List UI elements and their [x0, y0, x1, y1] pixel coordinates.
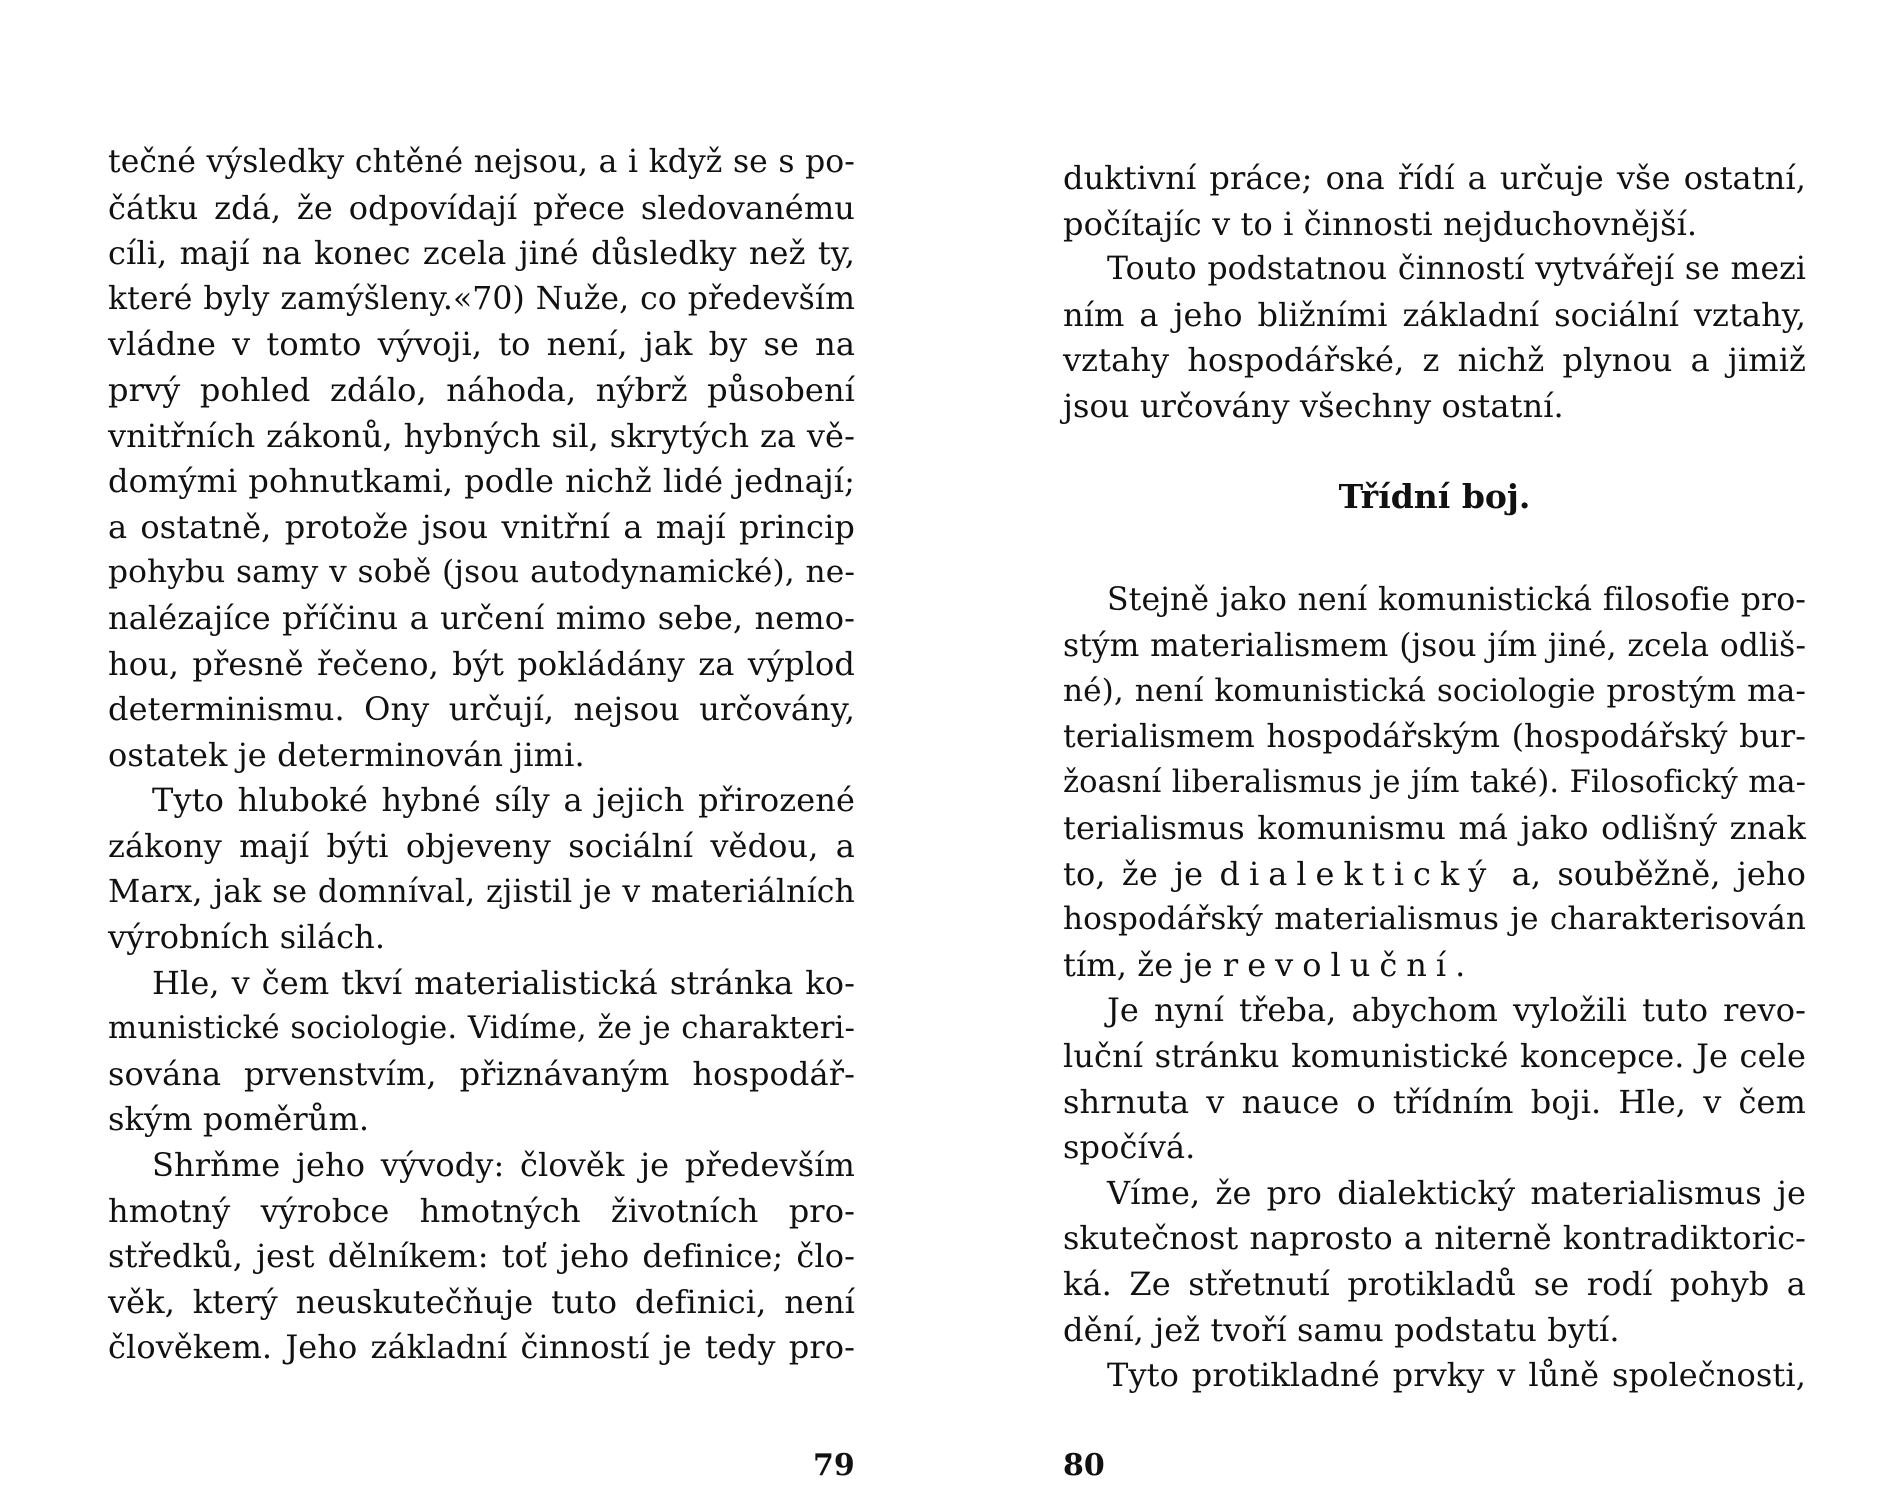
text-line: vztahy hospodářské, z nichž plynou a jimiž: [1063, 341, 1806, 380]
text-line: duktivní práce; ona řídí a určuje vše ostatní,: [1063, 159, 1806, 197]
text-line: né), není komunistická sociologie prostým ma-: [1063, 673, 1806, 710]
right-page: [949, 0, 1898, 1500]
text-line: ským poměrům.: [108, 1100, 370, 1139]
text-line: nalézajíce příčinu a určení mimo sebe, nemo-: [108, 598, 855, 637]
right-page-text-bottom: [1063, 578, 1806, 1399]
text-line: determinismu. Ony určují, nejsou určovány,: [108, 690, 855, 729]
text-line: hospodářský materialismus je charakterisován: [1063, 901, 1806, 938]
text-line: vládne v tomto vývoji, to není, jak by se na: [108, 325, 855, 364]
text-line: ním a jeho bližními základní sociální vztahy,: [1063, 295, 1806, 334]
text-line: Víme, že pro dialektický materialismus je: [1107, 1173, 1806, 1212]
text-fragment: a, souběžně, jeho: [1511, 854, 1807, 893]
emphasized-word: revoluční.: [1222, 945, 1475, 984]
text-line: hou, přesně řečeno, být pokládány za výplod: [108, 644, 855, 683]
left-page-text: [108, 140, 855, 1371]
text-line: Tyto protikladné prvky v lůně společnosti,: [1107, 1356, 1806, 1395]
text-line: munistické sociologie. Vidíme, že je charakteri-: [108, 1010, 855, 1047]
text-line: shrnuta v nauce o třídním boji. Hle, v čem: [1063, 1082, 1806, 1121]
text-line: terialismus komunismu má jako odlišný znak: [1063, 808, 1806, 847]
text-line-mixed: [1063, 852, 1806, 898]
text-line: stým materialismem (jsou jím jiné, zcela odliš-: [1063, 627, 1806, 664]
text-line: skutečnost naprosto a niterně kontradiktoric-: [1063, 1219, 1806, 1258]
text-fragment: to, že je: [1063, 854, 1204, 893]
text-line-mixed: [1063, 943, 1806, 989]
text-line: Hle, v čem tkví materialistická stránka ko-: [152, 963, 855, 1002]
text-line: Marx, jak se domníval, zjistil je v materiálních: [108, 873, 855, 910]
text-line: cíli, mají na konec zcela jiné důsledky než ty,: [108, 234, 855, 273]
right-page-text-top: [1063, 156, 1806, 430]
text-line: domými pohnutkami, podle nichž lidé jednají;: [108, 462, 855, 501]
text-line: věk, který neuskutečňuje tuto definici, není: [108, 1282, 855, 1321]
text-line: dění, jež tvoří samu podstatu bytí.: [1063, 1310, 1620, 1349]
text-line: Stejně jako není komunistická filosofie pro-: [1107, 582, 1806, 618]
text-line: čátku zdá, že odpovídají přece sledovanému: [108, 188, 855, 227]
text-line: výrobních silách.: [108, 918, 386, 957]
text-line: jsou určovány všechny ostatní.: [1063, 386, 1564, 425]
text-line: Shrňme jeho vývody: člověk je především: [152, 1146, 855, 1185]
text-line: vnitřních zákonů, hybných sil, skrytých za vě-: [108, 416, 855, 455]
text-line: hmotný výrobce hmotných životních pro-: [108, 1191, 855, 1230]
text-line: ostatek je determinován jimi.: [108, 735, 585, 774]
text-line: Tyto hluboké hybné síly a jejich přirozené: [152, 781, 855, 820]
text-line: žoasní liberalismus je jím také). Filosofický ma-: [1063, 765, 1806, 801]
text-line: počítajíc v to i činnosti nejduchovnější.: [1063, 204, 1698, 243]
text-line: pohybu samy v sobě (jsou autodynamické), ne-: [108, 554, 855, 591]
text-line: středků, jest dělníkem: toť jeho definice; člo-: [108, 1237, 855, 1276]
text-line: tečné výsledky chtěné nejsou, a i když se s po-: [108, 144, 855, 180]
text-line: které byly zamýšleny.«70) Nuže, co především: [108, 280, 855, 317]
page-number: 79: [813, 1448, 855, 1483]
text-line: a ostatně, protože jsou vnitřní a mají princip: [108, 507, 855, 546]
text-line: terialismem hospodářským (hospodářský bur-: [1063, 718, 1806, 755]
text-line: prvý pohled zdálo, náhoda, nýbrž působení: [108, 370, 855, 409]
text-fragment: tím, že je: [1063, 945, 1213, 984]
text-line: zákony mají býti objeveny sociální vědou, a: [108, 826, 855, 865]
section-heading: Třídní boj.: [1338, 477, 1531, 516]
text-line: luční stránku komunistické koncepce. Je cele: [1063, 1036, 1806, 1075]
text-line: spočívá.: [1063, 1128, 1196, 1167]
text-line: Touto podstatnou činností vytvářejí se mezi: [1107, 251, 1806, 288]
page-number: 80: [1063, 1448, 1105, 1483]
text-line: člověkem. Jeho základní činností je tedy pro-: [108, 1328, 855, 1367]
emphasized-word: dialektický: [1219, 854, 1496, 893]
text-line: Je nyní třeba, abychom vyložili tuto revo-: [1107, 991, 1806, 1030]
text-line: sována prvenstvím, přiznávaným hospodář-: [108, 1054, 855, 1093]
text-line: ká. Ze střetnutí protikladů se rodí pohyb a: [1063, 1264, 1806, 1303]
